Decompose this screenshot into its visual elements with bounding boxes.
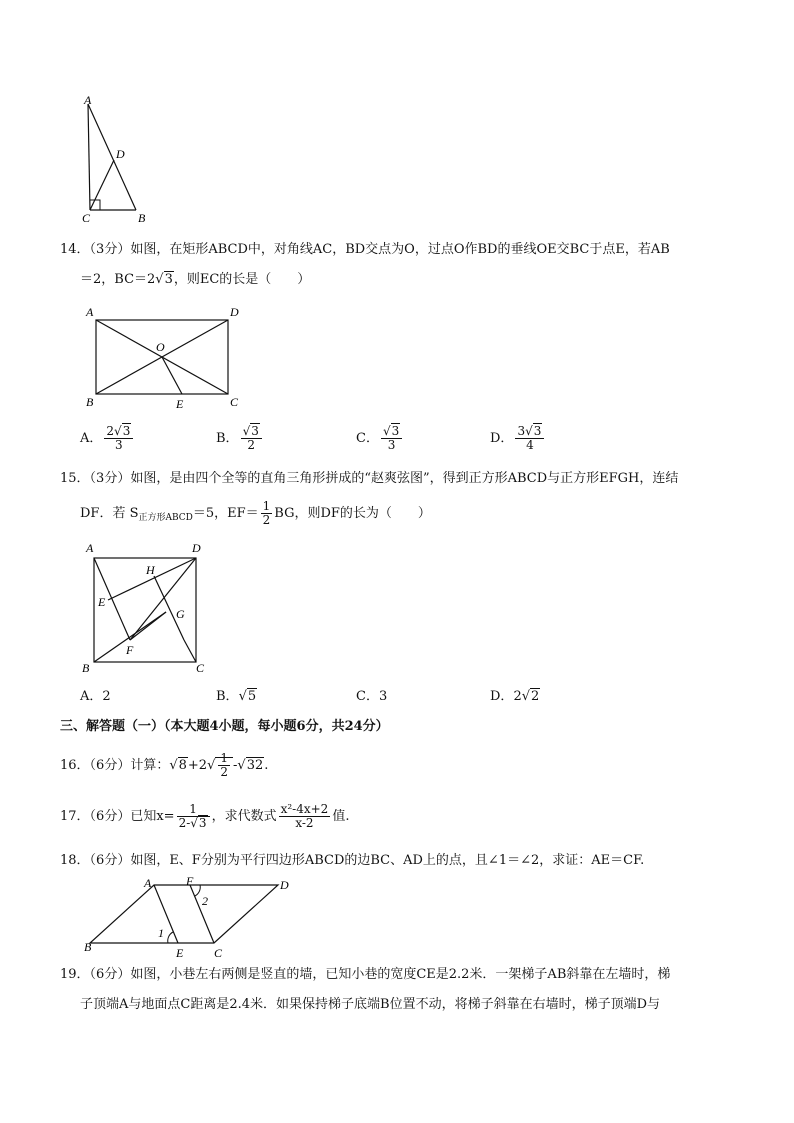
option-label: B． bbox=[216, 431, 239, 446]
numerator: 1 bbox=[262, 499, 271, 513]
coef: 3 bbox=[517, 424, 526, 438]
q17-x: x= bbox=[156, 809, 175, 824]
label-O: O bbox=[156, 340, 165, 354]
figure-q15 bbox=[80, 540, 210, 674]
option-label: D． bbox=[490, 431, 514, 446]
label-E: E bbox=[176, 397, 184, 411]
numerator: 1 bbox=[220, 751, 229, 765]
label-D: D bbox=[230, 305, 239, 319]
label-C: C bbox=[82, 211, 91, 225]
radicand: 3 bbox=[198, 816, 207, 830]
q17-post: 值. bbox=[332, 809, 350, 824]
q15-line2-c: BG，则DF的长为（ ） bbox=[274, 506, 431, 521]
radicand: 5 bbox=[247, 689, 257, 704]
label-F: F bbox=[126, 643, 134, 657]
q16: 16．（6分）计算：√8+2√ $\frac{1}{2}$ -√32. bbox=[60, 751, 269, 779]
label-D: D bbox=[116, 147, 125, 161]
option-value: 2 bbox=[102, 689, 111, 704]
denominator: 2 bbox=[220, 765, 229, 779]
q15-line2-b: ＝5，EF＝ bbox=[192, 506, 259, 521]
q15-option-c[interactable] bbox=[356, 688, 387, 706]
sqrt-symbol: √3 bbox=[155, 272, 173, 287]
q15-option-d[interactable]: D．2√2 bbox=[490, 689, 540, 704]
option-label: C． bbox=[356, 431, 379, 446]
q15-option-b[interactable]: B．√5 bbox=[216, 689, 257, 704]
label-F: F bbox=[186, 875, 194, 888]
numerator: 1 bbox=[177, 803, 210, 817]
denominator: 4 bbox=[526, 438, 534, 452]
option-label: A． bbox=[80, 689, 103, 704]
radicand: 8 bbox=[178, 758, 187, 773]
figure-q18 bbox=[82, 875, 302, 961]
label-H: H bbox=[146, 563, 155, 577]
q14-option-d[interactable]: D． $\frac{3√3}{4}$ bbox=[490, 425, 546, 452]
q14-radicand: 3 bbox=[164, 272, 173, 287]
label-A: A bbox=[84, 93, 92, 107]
q18-text: 18．（6分）如图，E、F分别为平行四边形ABCD的边BC、AD上的点，且∠1＝∠2，求证：AE＝CF. bbox=[60, 853, 645, 868]
q17: 17．（6分）已知x= $\frac{1}{2-√3}$ ，求代数式 $\frac{\text{x²-4x+2}}{x-2}$ 值. bbox=[60, 802, 350, 830]
q14-line2 bbox=[80, 271, 310, 289]
q19-line1: 19．（6分）如图，小巷左右两侧是竖直的墙，已知小巷的宽度CE是2.2米．一架梯子AB斜靠在左墙时，梯 bbox=[60, 967, 671, 982]
label-A: A bbox=[86, 541, 94, 555]
radicand: 2 bbox=[531, 689, 540, 704]
denominator: 2 bbox=[247, 438, 256, 452]
label-G: G bbox=[176, 607, 185, 621]
label-B: B bbox=[84, 940, 92, 954]
q14-option-b[interactable]: B． $\frac{√3}{2}$ bbox=[216, 425, 264, 452]
numerator: x²-4x+2 bbox=[280, 802, 329, 816]
q14-line2-post: ，则EC的长是（ ） bbox=[173, 272, 311, 287]
radicand: 3 bbox=[251, 424, 259, 438]
label-A: A bbox=[86, 305, 94, 319]
q14-option-c[interactable]: C． $\frac{√3}{3}$ bbox=[356, 425, 404, 452]
label-angle-2: 2 bbox=[202, 894, 208, 908]
denominator: x-2 bbox=[295, 816, 314, 830]
label-E: E bbox=[98, 595, 106, 609]
label-A: A bbox=[144, 876, 152, 890]
radicand: 3 bbox=[122, 424, 131, 438]
q14-option-a[interactable]: A． $\frac{2√3}{3}$ bbox=[80, 425, 135, 452]
figure-q14 bbox=[82, 304, 252, 414]
denominator: 3 bbox=[387, 438, 396, 452]
denominator: 3 bbox=[115, 438, 123, 452]
q16-pre: 16．（6分）计算： bbox=[60, 758, 170, 773]
option-value: 3 bbox=[378, 689, 388, 704]
q14-line1: 14．（3分）如图，在矩形ABCD中，对角线AC，BD交点为O，过点O作BD的垂线OE交BC于点E，若AB bbox=[60, 242, 670, 257]
q15-line2 bbox=[80, 500, 431, 527]
radicand: 3 bbox=[533, 424, 542, 438]
label-C: C bbox=[196, 661, 205, 674]
label-B: B bbox=[82, 661, 90, 674]
label-D: D bbox=[192, 541, 201, 555]
option-label: C． bbox=[356, 689, 379, 704]
label-E: E bbox=[176, 946, 184, 960]
q15-subscript: 正方形ABCD bbox=[138, 513, 193, 523]
section-heading: 三、解答题（一）（本大题4小题，每小题6分，共24分） bbox=[60, 719, 389, 734]
denominator-pre: 2- bbox=[178, 816, 191, 830]
label-C: C bbox=[214, 946, 223, 960]
q16-post: . bbox=[264, 758, 269, 773]
option-label: B． bbox=[216, 689, 239, 704]
q17-mid: ，求代数式 bbox=[211, 809, 277, 824]
label-B: B bbox=[86, 395, 94, 409]
label-C: C bbox=[230, 395, 239, 409]
q19-line2: 子顶端A与地面点C距离是2.4米．如果保持梯子底端B位置不动，将梯子斜靠在右墙时，梯子顶端D与 bbox=[80, 997, 660, 1012]
label-D: D bbox=[280, 878, 289, 892]
q15-line2-a: DF．若 S bbox=[80, 506, 139, 521]
q14-line2-pre: ＝2，BC＝2 bbox=[80, 272, 156, 287]
radicand: 3 bbox=[391, 424, 400, 438]
option-label: D． bbox=[490, 689, 514, 704]
label-B: B bbox=[138, 211, 146, 225]
coef: 2 bbox=[513, 689, 522, 704]
denominator: 2 bbox=[262, 513, 271, 527]
q16-minus: - bbox=[233, 758, 238, 773]
option-label: A． bbox=[80, 431, 103, 446]
coef: 2 bbox=[106, 424, 115, 438]
radicand: 32 bbox=[246, 758, 264, 773]
label-angle-1: 1 bbox=[158, 926, 164, 940]
q17-pre: 17．（6分）已知 bbox=[60, 809, 157, 824]
q15-option-a[interactable] bbox=[80, 688, 111, 706]
figure-q13 bbox=[80, 92, 160, 226]
q15-line1: 15．（3分）如图，是由四个全等的直角三角形拼成的“赵爽弦图”，得到正方形ABCD与正方形EFGH，连结 bbox=[60, 471, 679, 486]
q16-plus: +2 bbox=[187, 758, 208, 773]
